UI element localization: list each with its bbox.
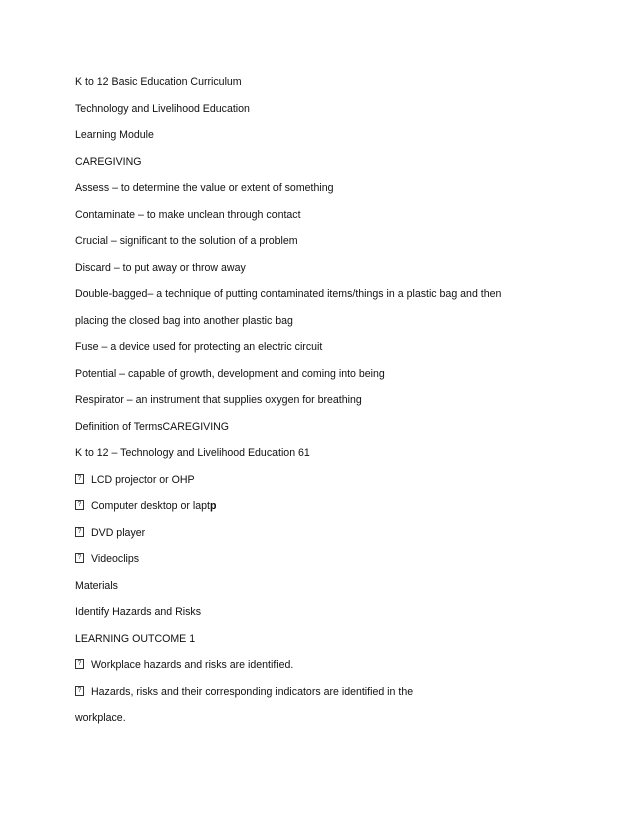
term-potential: Potential – capable of growth, development and coming into being <box>75 368 385 380</box>
missing-glyph-icon <box>75 686 84 696</box>
list-item-label: Hazards, risks and their corresponding indicators are identified in the <box>91 686 414 698</box>
term-discard: Discard – to put away or throw away <box>75 262 246 274</box>
list-item-label: LCD projector or OHP <box>91 474 195 486</box>
list-item-label: DVD player <box>91 527 146 539</box>
curriculum-title: K to 12 Basic Education Curriculum <box>75 76 242 88</box>
list-item-tail: p <box>209 500 217 512</box>
topic-heading: Identify Hazards and Risks <box>75 606 202 618</box>
module-label: Learning Module <box>75 129 154 141</box>
course-heading: CAREGIVING <box>75 156 142 168</box>
term-assess: Assess – to determine the value or extent of something <box>75 182 334 194</box>
list-item <box>75 526 145 540</box>
page-footer: K to 12 – Technology and Livelihood Education 61 <box>75 447 310 459</box>
subject-title: Technology and Livelihood Education <box>75 103 250 115</box>
list-item <box>75 658 293 672</box>
list-item-label: Workplace hazards and risks are identified. <box>91 659 294 671</box>
term-contaminate: Contaminate – to make unclean through contact <box>75 209 301 221</box>
definition-heading: Definition of TermsCAREGIVING <box>75 421 230 433</box>
list-item <box>75 552 139 566</box>
term-crucial: Crucial – significant to the solution of a problem <box>75 235 298 247</box>
missing-glyph-icon <box>75 474 84 484</box>
list-item <box>75 685 413 699</box>
term-double-bagged: Double-bagged– a technique of putting contaminated items/things in a plastic bag and then <box>75 288 502 300</box>
term-respirator: Respirator – an instrument that supplies oxygen for breathing <box>75 394 362 406</box>
term-double-bagged-continued: placing the closed bag into another plastic bag <box>75 315 293 327</box>
list-item-label: Computer desktop or lapt <box>91 500 210 512</box>
list-item-label: Videoclips <box>91 553 140 565</box>
list-item <box>75 473 195 487</box>
learning-outcome-heading: LEARNING OUTCOME 1 <box>75 633 196 645</box>
materials-heading: Materials <box>75 580 118 592</box>
missing-glyph-icon <box>75 500 84 510</box>
missing-glyph-icon <box>75 527 84 537</box>
missing-glyph-icon <box>75 553 84 563</box>
list-item <box>75 499 216 513</box>
term-fuse: Fuse – a device used for protecting an electric circuit <box>75 341 323 353</box>
list-item-continued: workplace. <box>75 712 126 724</box>
missing-glyph-icon <box>75 659 84 669</box>
